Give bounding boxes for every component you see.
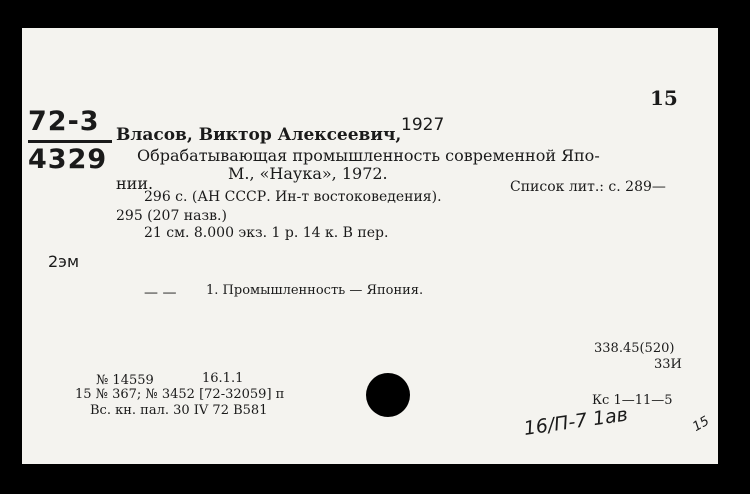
birth-year: 1927	[401, 115, 445, 135]
shelf-note: 2эм	[48, 252, 80, 271]
punch-hole	[366, 373, 410, 417]
handwritten-note: 16/П-7 1ав	[522, 403, 630, 440]
pagination: 296 с. (АН СССР. Ин-т востоковедения).	[144, 189, 442, 205]
record-number: № 14559	[96, 373, 154, 388]
author-heading: Власов, Виктор Алексеевич,	[116, 125, 402, 145]
corner-note: 15	[690, 413, 713, 435]
catalog-card	[22, 28, 718, 464]
card-number: 15	[650, 86, 678, 110]
classification-underline	[28, 140, 112, 143]
subject-dashes: — —	[144, 285, 177, 301]
subject-heading: 1. Промышленность — Япония.	[206, 283, 424, 298]
title-line-1: Обрабатывающая промышленность современной Япо-	[137, 146, 600, 165]
title-line-2-b: М., «Наука», 1972.	[228, 164, 388, 183]
udc-index: 338.45(520)	[594, 341, 675, 356]
kc-code: Кс 1—11—5	[592, 393, 673, 408]
title-line-2-a: нии.	[116, 174, 154, 193]
bibliography-note: Список лит.: с. 289—	[510, 179, 666, 195]
format-and-price: 21 см. 8.000 экз. 1 р. 14 к. В пер.	[144, 225, 389, 241]
record-date: 16.1.1	[202, 371, 244, 386]
bbk-index: 33И	[654, 357, 682, 372]
book-chamber-line: Вс. кн. пал. 30 IV 72 В581	[90, 403, 268, 418]
author-mark: 4329	[28, 144, 108, 175]
print-line: 15 № 367; № 3452 [72-32059] п	[75, 387, 285, 402]
classification-number: 72-3	[28, 106, 100, 137]
bibliography-continued: 295 (207 назв.)	[116, 208, 227, 224]
